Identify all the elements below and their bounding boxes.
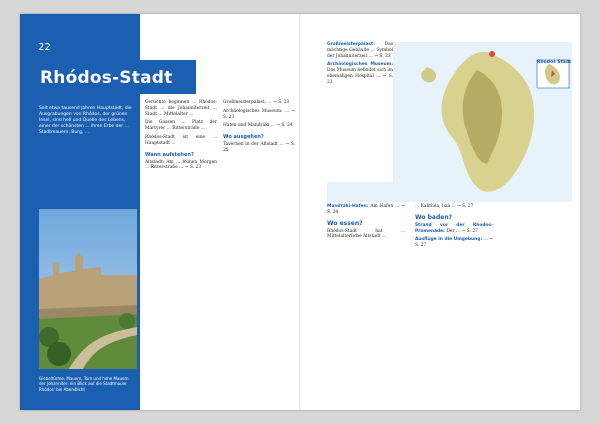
paragraph: Rhódos-Stadt hat ... Mittelalterliche Altstadt ...: [327, 228, 405, 240]
paragraph: ... Kalithéa, Ixiá ... → S. 27: [415, 204, 474, 209]
subhead-bathe: Wo baden?: [415, 213, 453, 221]
paragraph: Archäologisches Museum: ... → S. 23: [223, 108, 295, 120]
label: Mandráki-Hafen:: [327, 204, 369, 209]
subhead-nightlife: Wo ausgehen?: [223, 134, 264, 141]
photo-caption: Giebeltürme, Mauern, Tore und hohe Mauern der Johanniter: ein Blick auf die Stadtmauer Rhódos' bei Abendlicht: [39, 376, 129, 392]
page-number: 22: [38, 42, 51, 53]
paragraph: ... → S. 27: [415, 237, 493, 249]
right-column-2: [327, 204, 405, 243]
paragraph: Gerüchte beginnen ... Rhódos-Stadt ... die Johanniterzeit ... Stadt ... Mittelalter ...: [145, 100, 217, 117]
paragraph: Tavernen in der Altstadt ... → S. 25: [223, 142, 295, 153]
paragraph: Das mächtige Gebäude ... Symbol der Johanniterzeit ... → S. 23: [327, 42, 393, 59]
right-column-1: [327, 42, 393, 89]
paragraph: Am Hafen ... → S. 24: [327, 204, 405, 215]
page-title: Rhódos-Stadt: [40, 68, 173, 88]
right-column-3: [415, 204, 493, 252]
subhead-when: Wann aufstehen?: [145, 151, 194, 158]
label: Archäologisches Museum:: [327, 62, 393, 68]
intro-text: Seit etwa tausend Jahren Hauptstadt, die Ausgrabungen von Rhódos, der grünen Insel, sind hell und Quelle des Lebens, einer der schönsten ... ihren Erbe der ... Stadtmauern, Burg, ...: [39, 106, 132, 135]
label: Ausflüge in die Umgebung:: [415, 237, 483, 243]
label: Strand vor der Rhodos-Promenade:: [415, 222, 493, 234]
fortress-photo: [39, 209, 137, 369]
left-column-2: [223, 100, 295, 157]
paragraph: Rhódos-Stadt ist eine ... Hauptstadt ...: [145, 134, 217, 146]
page-gutter: [299, 14, 301, 410]
paragraph: Hafen und Mandráki ... → S. 24: [223, 123, 293, 129]
paragraph: Altstadt: Am ... frühen Morgen ... Ritterstraße ... → S. 23: [145, 159, 217, 171]
left-column-1: [145, 100, 217, 174]
map-inset-label: Rhodos Stadt: [537, 60, 572, 65]
paragraph: Großmeisterpalast: ... → S. 23: [223, 100, 290, 105]
paragraph: Das Museum befindet sich im ehemaligen Hospital ... → S. 23: [327, 68, 393, 85]
subhead-eat: Wo essen?: [327, 219, 363, 227]
paragraph: Der ... → S. 27: [446, 228, 478, 234]
book-spread: [20, 14, 580, 410]
label: Großmeisterpalast:: [327, 42, 375, 47]
paragraph: Die Gassen ... Platz der Märtyrer ... Ritterstraße ...: [145, 120, 217, 132]
